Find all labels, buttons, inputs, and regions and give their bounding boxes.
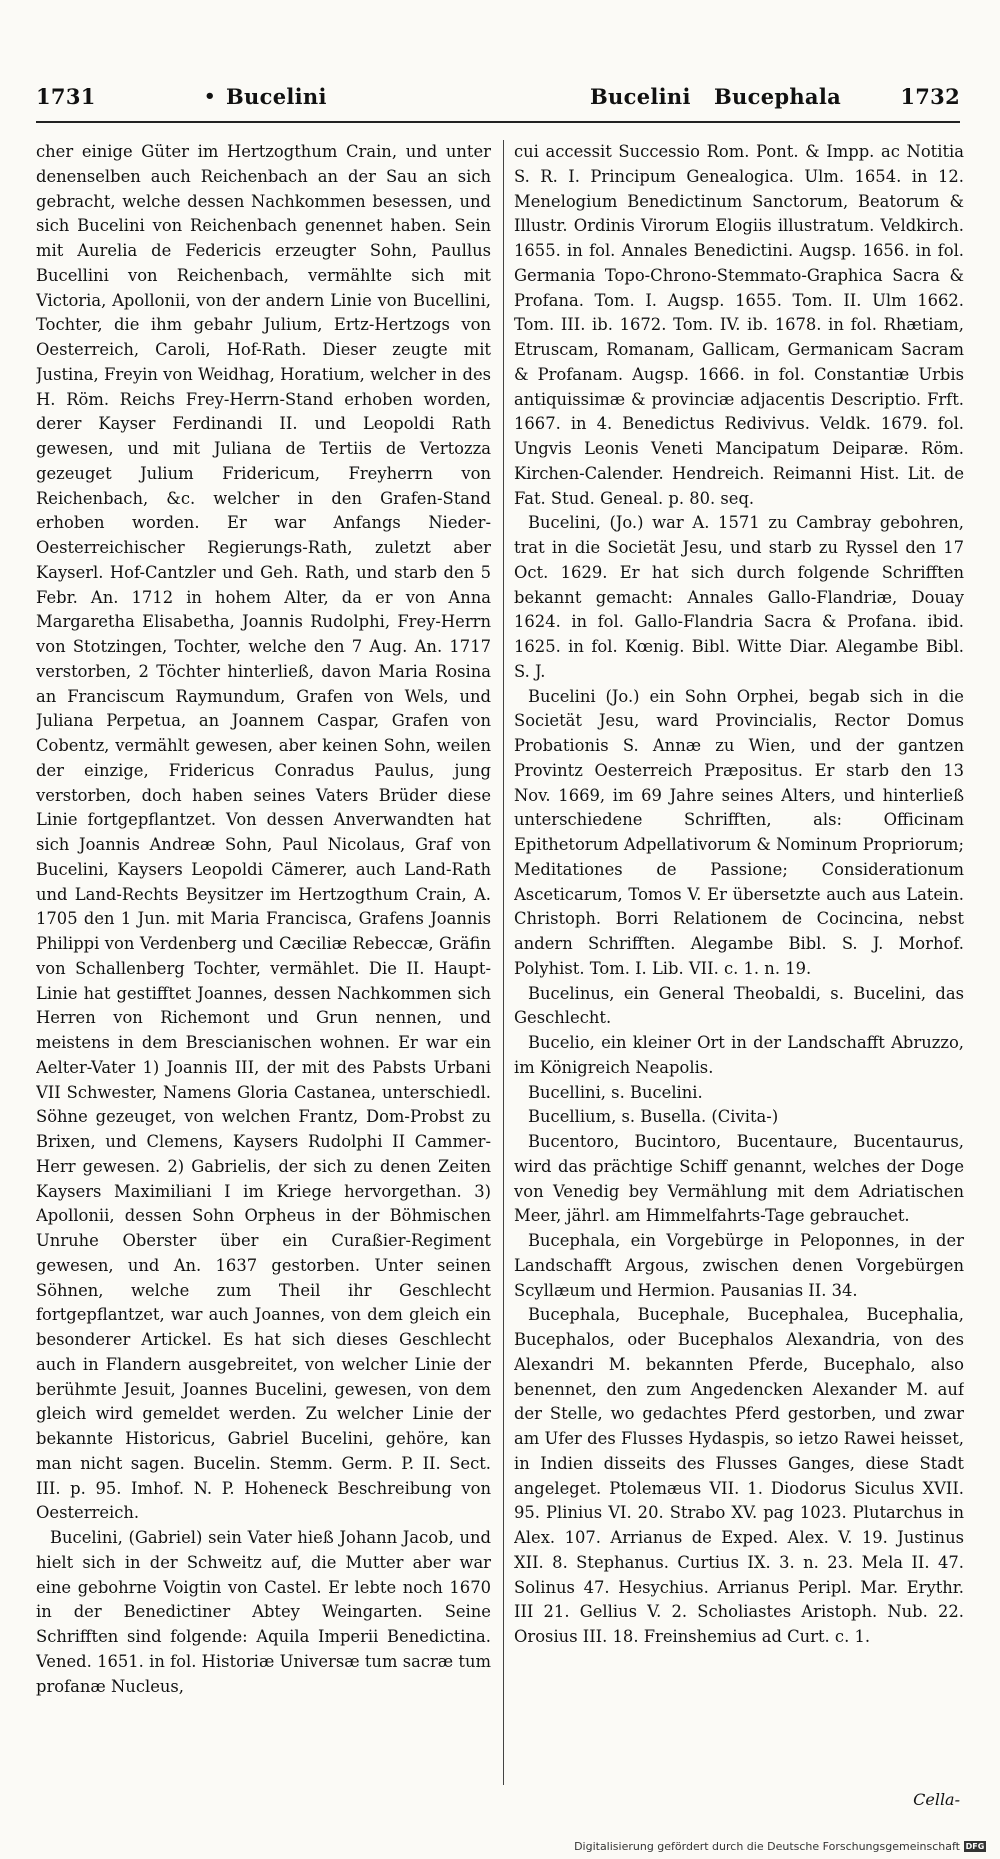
paragraph: Bucellini, s. Bucelini. xyxy=(528,1082,703,1102)
right-running-title-1: Bucelini xyxy=(590,84,691,109)
right-column xyxy=(514,140,964,1785)
digitization-footer xyxy=(574,1840,986,1853)
paragraph: Bucephala, Bucephale, Bucephalea, Bucephalia, Bucephalos, oder Bucephalos Alexandria, von des Alexandri M. bekannten Pferde, Bucephalo, also benennet, den zum Angedencken Alexander M. auf der Stelle, wo gedachtes Pferd gestorben, und zwar am Ufer des Flusses Hydaspis, so ietzo Rawei heisset, in Indien disseits des Flusses Ganges, diese Stadt angeleget. Ptolemæus VII. 1. Diodorus Siculus XVII. 95. Plinius VI. 20. Strabo XV. pag 1023. Plutarchus in Alex. 107. Arrianus de Exped. Alex. V. 19. Justinus XII. 8. Stephanus. Curtius IX. 3. n. 23. Mela II. 47. Solinus 47. Hesychius. Arrianus Peripl. Mar. Erythr. III 21. Gellius V. 2. Scholiastes Aristoph. Nub. 22. Orosius III. 18. Freinshemius ad Curt. c. 1. xyxy=(514,1305,964,1646)
header-rule xyxy=(36,121,960,123)
right-running-title-2: Bucephala xyxy=(714,84,842,109)
column-divider xyxy=(503,140,504,1785)
left-column xyxy=(36,140,491,1785)
catchword: Cella- xyxy=(913,1790,960,1809)
paragraph: Bucephala, ein Vorgebürge in Peloponnes, in der Landschafft Argous, zwischen denen Vorgebürgen Scyllæum und Hermion. Pausanias II. 34. xyxy=(514,1231,964,1300)
paragraph: cher einige Güter im Hertzogthum Crain, und unter denenselben auch Reichenbach an der Sau an sich gebracht, welche dessen Nachkommen besessen, und sich Bucelini von Reichenbach genennet haben. Sein mit Aurelia de Federicis erzeugter Sohn, Paullus Bucellini von Reichenbach, vermählte sich mit Victoria, Apollonii, von der andern Linie von Bucellini, Tochter, die ihm gebahr Julium, Ertz-Hertzogs von Oesterreich, Caroli, Hof-Rath. Dieser zeugte mit Justina, Freyin von Weidhag, Horatium, welcher in des H. Röm. Reichs Frey-Herrn-Stand erhoben worden, derer Kayser Ferdinandi II. und Leopoldi Rath gewesen, und mit Juliana de Tertiis de Vertozza gezeuget Julium Fridericum, Freyherrn von Reichenbach, &c. welcher in den Grafen-Stand erhoben worden. Er war Anfangs Nieder-Oesterreichischer Regierungs-Rath, zuletzt aber Kayserl. Hof-Cantzler und Geh. Rath, und starb den 5 Febr. An. 1712 in hohem Alter, da er von Anna Margaretha Elisabetha, Joannis Rudolphi, Frey-Herrn von Stotzingen, Tochter, welche den 7 Aug. An. 1717 verstorben, 2 Töchter hinterließ, davon Maria Rosina an Franciscum Raymundum, Grafen von Wels, und Juliana Perpetua, an Joannem Caspar, Grafen von Cobentz, vermählt gewesen, aber keinen Sohn, weilen der einzige, Fridericus Conradus Paulus, jung verstorben, doch haben seines Vaters Brüder diese Linie fortgepflantzet. Von dessen Anverwandten hat sich Joannis Andreæ Sohn, Paul Nicolaus, Graf von Bucelini, Kaysers Leopoldi Cämerer, auch Land-Rath und Land-Rechts Beysitzer im Hertzogthum Crain, A. 1705 den 1 Jun. mit Maria Francisca, Grafens Joannis Philippi von Verdenberg und Cæciliæ Rebeccæ, Gräfin von Schallenberg Tochter, vermählet. Die II. Haupt-Linie hat gestifftet Joannes, dessen Nachkommen sich Herren von Richemont und Grun nennen, und meistens in dem Brescianischen wohnen. Er war ein Aelter-Vater 1) Joannis III, der mit des Pabsts Urbani VII Schwester, Namens Gloria Castanea, unterschiedl. Söhne gezeuget, von welchen Frantz, Dom-Probst zu Brixen, und Clemens, Kaysers Rudolphi II Cammer-Herr gewesen. 2) Gabrielis, der sich zu denen Zeiten Kaysers Maximiliani I im Kriege hervorgethan. 3) Apollonii, dessen Sohn Orpheus in der Böhmischen Unruhe Oberster über ein Curaßier-Regiment gewesen, und An. 1637 gestorben. Unter seinen Söhnen, welche zum Theil ihr Geschlecht fortgepflantzet, war auch Joannes, von dem gleich ein besonderer Artickel. Es hat sich dieses Geschlecht auch in Flandern ausgebreitet, von welcher Linie der berühmte Jesuit, Joannes Bucelini, gewesen, von dem gleich wird gemeldet werden. Zu welcher Linie der bekannte Historicus, Gabriel Bucelini, gehöre, kan man nicht sagen. Bucelin. Stemm. Germ. P. II. Sect. III. p. 95. Imhof. N. P. Hoheneck Beschreibung von Oesterreich. xyxy=(36,142,491,1523)
paragraph: Bucelini, (Jo.) war A. 1571 zu Cambray gebohren, trat in die Societät Jesu, und starb zu Ryssel den 17 Oct. 1629. Er hat sich durch folgende Schrifften bekannt gemacht: Annales Gallo-Flandriæ, Douay 1624. in fol. Gallo-Flandria Sacra & Profana. ibid. 1625. in fol. Kœnig. Bibl. Witte Diar. Alegambe Bibl. S. J. xyxy=(514,513,964,681)
paragraph: Bucelio, ein kleiner Ort in der Landschafft Abruzzo, im Königreich Neapolis. xyxy=(514,1033,964,1077)
left-running-title: Bucelini xyxy=(226,84,327,109)
page-header xyxy=(36,84,960,124)
paragraph: cui accessit Successio Rom. Pont. & Impp. ac Notitia S. R. I. Principum Genealogica. Ulm. 1654. in 12. Menelogium Benedictinum Sanctorum, Beatorum & Illustr. Ordinis Virorum Elogiis illustratum. Veldkirch. 1655. in fol. Annales Benedictini. Augsp. 1656. in fol. Germania Topo-Chrono-Stemmato-Graphica Sacra & Profana. Tom. I. Augsp. 1655. Tom. II. Ulm 1662. Tom. III. ib. 1672. Tom. IV. ib. 1678. in fol. Rhætiam, Etruscam, Romanam, Gallicam, Germanicam Sacram & Profanam. Augsp. 1666. in fol. Constantiæ Urbis antiquissimæ & provinciæ adjacentis Descriptio. Frft. 1667. in 4. Benedictus Redivivus. Veldk. 1679. fol. Ungvis Leonis Veneti Mancipatum Deiparæ. Röm. Kirchen-Calender. Hendreich. Reimanni Hist. Lit. de Fat. Stud. Geneal. p. 80. seq. xyxy=(514,142,964,508)
dfg-logo-icon: DFG xyxy=(965,1842,985,1851)
left-page-number: 1731 xyxy=(36,84,96,109)
right-page-number: 1732 xyxy=(900,84,960,109)
paragraph: Bucentoro, Bucintoro, Bucentaure, Bucentaurus, wird das prächtige Schiff genannt, welches der Doge von Venedig bey Vermählung mit dem Adriatischen Meer, jährl. am Himmelfahrts-Tage gebrauchet. xyxy=(514,1132,964,1226)
footer-text: Digitalisierung gefördert durch die Deutsche Forschungsgemeinschaft xyxy=(574,1840,960,1853)
paragraph: Bucellium, s. Busella. (Civita-) xyxy=(528,1107,779,1127)
paragraph: Bucelini (Jo.) ein Sohn Orphei, begab sich in die Societät Jesu, ward Provincialis, Rector Domus Probationis S. Annæ zu Wien, und der gantzen Provintz Oesterreich Præpositus. Er starb den 13 Nov. 1669, im 69 Jahre seines Alters, und hinterließ unterschiedene Schrifften, als: Officinam Epithetorum Adpellativorum & Nominum Propriorum; Meditationes de Passione; Considerationum Asceticarum, Tomos V. Er übersetzte auch aus Latein. Christoph. Borri Relationem de Cocincina, nebst andern Schrifften. Alegambe Bibl. S. J. Morhof. Polyhist. Tom. I. Lib. VII. c. 1. n. 19. xyxy=(514,686,964,978)
paragraph: Bucelini, (Gabriel) sein Vater hieß Johann Jacob, und hielt sich in der Schweitz auf, die Mutter aber war eine gebohrne Voigtin von Castel. Er lebte noch 1670 in der Benedictiner Abtey Weingarten. Seine Schrifften sind folgende: Aquila Imperii Benedictina. Vened. 1651. in fol. Historiæ Universæ tum sacræ tum profanæ Nucleus, xyxy=(36,1528,491,1696)
paragraph: Bucelinus, ein General Theobaldi, s. Bucelini, das Geschlecht. xyxy=(514,983,964,1028)
header-bullet: • xyxy=(204,86,216,107)
